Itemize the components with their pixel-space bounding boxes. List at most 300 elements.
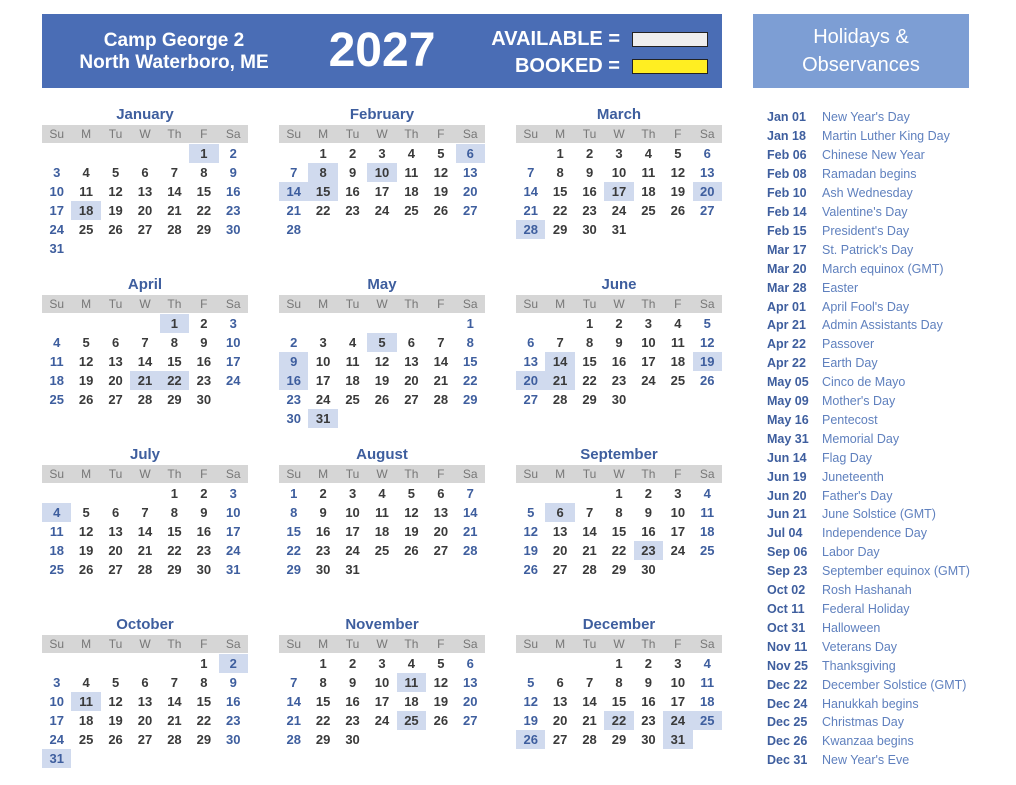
day-cell[interactable]: 12 xyxy=(523,694,538,709)
day-cell[interactable]: 27 xyxy=(137,732,153,747)
day-cell[interactable]: 3 xyxy=(229,486,237,501)
day-cell[interactable]: 7 xyxy=(141,335,149,350)
day-cell[interactable]: 2 xyxy=(290,335,298,350)
day-cell[interactable]: 18 xyxy=(49,543,64,558)
day-cell[interactable]: 8 xyxy=(308,163,337,182)
day-cell[interactable]: 11 xyxy=(700,675,715,690)
day-cell[interactable]: 29 xyxy=(552,222,568,237)
day-cell[interactable]: 1 xyxy=(200,656,208,671)
day-cell[interactable]: 23 xyxy=(286,392,301,407)
day-cell[interactable]: 28 xyxy=(552,392,568,407)
day-cell[interactable]: 17 xyxy=(604,182,633,201)
day-cell[interactable]: 2 xyxy=(229,146,237,161)
day-cell[interactable]: 18 xyxy=(374,524,390,539)
day-cell[interactable]: 16 xyxy=(641,524,656,539)
day-cell[interactable]: 28 xyxy=(167,732,182,747)
day-cell[interactable]: 9 xyxy=(585,165,594,180)
day-cell[interactable]: 27 xyxy=(552,562,568,577)
day-cell[interactable]: 10 xyxy=(226,505,241,520)
day-cell[interactable]: 24 xyxy=(226,543,241,558)
day-cell[interactable]: 12 xyxy=(78,354,94,369)
day-cell[interactable]: 18 xyxy=(641,184,656,199)
day-cell[interactable]: 28 xyxy=(433,392,449,407)
day-cell[interactable]: 26 xyxy=(433,203,449,218)
day-cell[interactable]: 29 xyxy=(315,732,331,747)
day-cell[interactable]: 14 xyxy=(167,694,182,709)
day-cell[interactable]: 22 xyxy=(604,711,633,730)
day-cell[interactable]: 27 xyxy=(463,203,478,218)
day-cell[interactable]: 10 xyxy=(641,335,656,350)
day-cell[interactable]: 6 xyxy=(545,503,574,522)
day-cell[interactable]: 11 xyxy=(670,335,685,350)
day-cell[interactable]: 2 xyxy=(319,486,327,501)
day-cell[interactable]: 4 xyxy=(703,486,711,501)
day-cell[interactable]: 29 xyxy=(582,392,597,407)
day-cell[interactable]: 1 xyxy=(319,146,327,161)
day-cell[interactable]: 4 xyxy=(53,335,61,350)
day-cell[interactable]: 24 xyxy=(663,711,692,730)
day-cell[interactable]: 16 xyxy=(196,524,212,539)
day-cell[interactable]: 16 xyxy=(226,184,241,199)
day-cell[interactable]: 27 xyxy=(108,562,123,577)
day-cell[interactable]: 31 xyxy=(345,562,360,577)
day-cell[interactable]: 7 xyxy=(437,335,445,350)
day-cell[interactable]: 17 xyxy=(49,713,64,728)
day-cell[interactable]: 8 xyxy=(556,165,564,180)
day-cell[interactable]: 5 xyxy=(111,675,120,690)
day-cell[interactable]: 20 xyxy=(433,524,449,539)
day-cell[interactable]: 6 xyxy=(466,656,474,671)
day-cell[interactable]: 15 xyxy=(315,694,331,709)
day-cell[interactable]: 17 xyxy=(226,354,241,369)
day-cell[interactable]: 15 xyxy=(167,524,182,539)
day-cell[interactable]: 21 xyxy=(137,543,153,558)
day-cell[interactable]: 28 xyxy=(137,562,153,577)
day-cell[interactable]: 29 xyxy=(196,222,212,237)
day-cell[interactable]: 21 xyxy=(523,203,538,218)
day-cell[interactable]: 6 xyxy=(437,486,445,501)
day-cell[interactable]: 24 xyxy=(49,222,64,237)
day-cell[interactable]: 3 xyxy=(378,656,386,671)
day-cell[interactable]: 19 xyxy=(670,184,686,199)
day-cell[interactable]: 1 xyxy=(189,144,218,163)
day-cell[interactable]: 11 xyxy=(345,354,360,369)
day-cell[interactable]: 14 xyxy=(523,184,538,199)
day-cell[interactable]: 11 xyxy=(71,692,100,711)
day-cell[interactable]: 28 xyxy=(137,392,153,407)
day-cell[interactable]: 24 xyxy=(315,392,331,407)
day-cell[interactable]: 21 xyxy=(286,203,301,218)
day-cell[interactable]: 15 xyxy=(611,694,627,709)
day-cell[interactable]: 12 xyxy=(670,165,686,180)
day-cell[interactable]: 15 xyxy=(582,354,597,369)
day-cell[interactable]: 25 xyxy=(49,392,64,407)
day-cell[interactable]: 21 xyxy=(582,543,597,558)
day-cell[interactable]: 20 xyxy=(137,203,153,218)
day-cell[interactable]: 16 xyxy=(279,371,308,390)
day-cell[interactable]: 6 xyxy=(527,335,535,350)
day-cell[interactable]: 1 xyxy=(160,314,189,333)
day-cell[interactable]: 15 xyxy=(167,354,182,369)
day-cell[interactable]: 2 xyxy=(644,486,653,501)
day-cell[interactable]: 19 xyxy=(693,352,722,371)
day-cell[interactable]: 16 xyxy=(641,694,656,709)
day-cell[interactable]: 24 xyxy=(374,713,390,728)
day-cell[interactable]: 19 xyxy=(433,184,449,199)
day-cell[interactable]: 10 xyxy=(367,163,396,182)
day-cell[interactable]: 5 xyxy=(703,316,711,331)
day-cell[interactable]: 26 xyxy=(523,562,538,577)
day-cell[interactable]: 19 xyxy=(78,543,94,558)
day-cell[interactable]: 8 xyxy=(170,505,179,520)
day-cell[interactable]: 15 xyxy=(552,184,568,199)
day-cell[interactable]: 14 xyxy=(137,354,153,369)
day-cell[interactable]: 15 xyxy=(196,184,212,199)
day-cell[interactable]: 15 xyxy=(308,182,337,201)
day-cell[interactable]: 14 xyxy=(279,182,308,201)
day-cell[interactable]: 10 xyxy=(49,184,64,199)
day-cell[interactable]: 28 xyxy=(286,222,301,237)
day-cell[interactable]: 3 xyxy=(53,675,61,690)
day-cell[interactable]: 29 xyxy=(611,562,627,577)
day-cell[interactable]: 22 xyxy=(552,203,568,218)
day-cell[interactable]: 25 xyxy=(404,203,419,218)
day-cell[interactable]: 28 xyxy=(286,732,301,747)
day-cell[interactable]: 25 xyxy=(397,711,426,730)
day-cell[interactable]: 28 xyxy=(582,562,597,577)
day-cell[interactable]: 19 xyxy=(404,524,419,539)
day-cell[interactable]: 22 xyxy=(611,543,627,558)
day-cell[interactable]: 3 xyxy=(615,146,623,161)
day-cell[interactable]: 23 xyxy=(345,203,360,218)
day-cell[interactable]: 26 xyxy=(78,392,94,407)
day-cell[interactable]: 17 xyxy=(670,694,686,709)
day-cell[interactable]: 2 xyxy=(348,656,357,671)
day-cell[interactable]: 30 xyxy=(226,732,241,747)
day-cell[interactable]: 21 xyxy=(167,713,182,728)
day-cell[interactable]: 27 xyxy=(700,203,715,218)
day-cell[interactable]: 16 xyxy=(611,354,627,369)
day-cell[interactable]: 14 xyxy=(582,524,597,539)
day-cell[interactable]: 6 xyxy=(456,144,485,163)
day-cell[interactable]: 17 xyxy=(315,373,331,388)
day-cell[interactable]: 20 xyxy=(463,694,478,709)
day-cell[interactable]: 26 xyxy=(108,222,123,237)
day-cell[interactable]: 3 xyxy=(644,316,653,331)
day-cell[interactable]: 28 xyxy=(516,220,545,239)
day-cell[interactable]: 16 xyxy=(196,354,212,369)
day-cell[interactable]: 21 xyxy=(286,713,301,728)
day-cell[interactable]: 10 xyxy=(226,335,241,350)
day-cell[interactable]: 23 xyxy=(582,203,597,218)
day-cell[interactable]: 5 xyxy=(527,675,535,690)
day-cell[interactable]: 19 xyxy=(433,694,449,709)
day-cell[interactable]: 25 xyxy=(345,392,360,407)
day-cell[interactable]: 1 xyxy=(615,486,623,501)
day-cell[interactable]: 6 xyxy=(703,146,711,161)
day-cell[interactable]: 7 xyxy=(290,675,298,690)
day-cell[interactable]: 7 xyxy=(170,675,179,690)
day-cell[interactable]: 12 xyxy=(433,675,449,690)
day-cell[interactable]: 2 xyxy=(200,316,208,331)
day-cell[interactable]: 21 xyxy=(130,371,159,390)
day-cell[interactable]: 18 xyxy=(700,524,715,539)
day-cell[interactable]: 23 xyxy=(226,713,241,728)
day-cell[interactable]: 8 xyxy=(319,675,327,690)
day-cell[interactable]: 18 xyxy=(404,694,419,709)
day-cell[interactable]: 6 xyxy=(556,675,564,690)
day-cell[interactable]: 1 xyxy=(585,316,594,331)
day-cell[interactable]: 5 xyxy=(82,505,90,520)
day-cell[interactable]: 24 xyxy=(345,543,360,558)
day-cell[interactable]: 18 xyxy=(49,373,64,388)
day-cell[interactable]: 16 xyxy=(345,184,360,199)
day-cell[interactable]: 9 xyxy=(229,165,237,180)
day-cell[interactable]: 25 xyxy=(693,711,722,730)
day-cell[interactable]: 29 xyxy=(196,732,212,747)
day-cell[interactable]: 24 xyxy=(611,203,627,218)
day-cell[interactable]: 25 xyxy=(49,562,64,577)
day-cell[interactable]: 12 xyxy=(374,354,390,369)
day-cell[interactable]: 31 xyxy=(42,749,71,768)
day-cell[interactable]: 29 xyxy=(167,562,182,577)
day-cell[interactable]: 3 xyxy=(674,656,682,671)
day-cell[interactable]: 21 xyxy=(582,713,597,728)
day-cell[interactable]: 8 xyxy=(200,675,208,690)
day-cell[interactable]: 16 xyxy=(345,694,360,709)
day-cell[interactable]: 26 xyxy=(374,392,390,407)
day-cell[interactable]: 11 xyxy=(375,505,389,520)
day-cell[interactable]: 10 xyxy=(670,505,686,520)
day-cell[interactable]: 28 xyxy=(167,222,182,237)
day-cell[interactable]: 22 xyxy=(582,373,597,388)
day-cell[interactable]: 13 xyxy=(552,694,568,709)
day-cell[interactable]: 1 xyxy=(466,316,474,331)
day-cell[interactable]: 5 xyxy=(111,165,120,180)
day-cell[interactable]: 18 xyxy=(670,354,686,369)
day-cell[interactable]: 9 xyxy=(348,165,357,180)
day-cell[interactable]: 22 xyxy=(286,543,301,558)
day-cell[interactable]: 1 xyxy=(170,486,179,501)
day-cell[interactable]: 11 xyxy=(404,165,419,180)
day-cell[interactable]: 3 xyxy=(674,486,682,501)
day-cell[interactable]: 18 xyxy=(345,373,360,388)
day-cell[interactable]: 21 xyxy=(167,203,182,218)
day-cell[interactable]: 3 xyxy=(229,316,237,331)
day-cell[interactable]: 27 xyxy=(463,713,478,728)
day-cell[interactable]: 30 xyxy=(345,732,360,747)
day-cell[interactable]: 11 xyxy=(641,165,656,180)
day-cell[interactable]: 3 xyxy=(319,335,327,350)
day-cell[interactable]: 30 xyxy=(641,732,656,747)
day-cell[interactable]: 12 xyxy=(700,335,715,350)
day-cell[interactable]: 12 xyxy=(108,694,123,709)
day-cell[interactable]: 20 xyxy=(108,543,123,558)
day-cell[interactable]: 7 xyxy=(527,165,535,180)
day-cell[interactable]: 13 xyxy=(463,165,478,180)
day-cell[interactable]: 4 xyxy=(644,146,653,161)
day-cell[interactable]: 4 xyxy=(407,146,416,161)
day-cell[interactable]: 24 xyxy=(226,373,241,388)
day-cell[interactable]: 23 xyxy=(226,203,241,218)
day-cell[interactable]: 18 xyxy=(700,694,715,709)
day-cell[interactable]: 8 xyxy=(200,165,208,180)
day-cell[interactable]: 10 xyxy=(670,675,686,690)
day-cell[interactable]: 15 xyxy=(611,524,627,539)
day-cell[interactable]: 25 xyxy=(641,203,656,218)
day-cell[interactable]: 8 xyxy=(615,675,623,690)
day-cell[interactable]: 4 xyxy=(82,165,90,180)
day-cell[interactable]: 5 xyxy=(437,656,445,671)
day-cell[interactable]: 22 xyxy=(167,543,182,558)
day-cell[interactable]: 13 xyxy=(552,524,568,539)
day-cell[interactable]: 17 xyxy=(670,524,686,539)
day-cell[interactable]: 13 xyxy=(108,524,123,539)
day-cell[interactable]: 24 xyxy=(670,543,686,558)
day-cell[interactable]: 25 xyxy=(78,732,94,747)
day-cell[interactable]: 4 xyxy=(674,316,682,331)
day-cell[interactable]: 26 xyxy=(404,543,419,558)
day-cell[interactable]: 9 xyxy=(229,675,237,690)
day-cell[interactable]: 2 xyxy=(644,656,653,671)
day-cell[interactable]: 23 xyxy=(196,373,212,388)
day-cell[interactable]: 5 xyxy=(82,335,90,350)
day-cell[interactable]: 4 xyxy=(407,656,416,671)
day-cell[interactable]: 28 xyxy=(582,732,597,747)
day-cell[interactable]: 9 xyxy=(279,352,308,371)
day-cell[interactable]: 20 xyxy=(693,182,722,201)
day-cell[interactable]: 23 xyxy=(634,541,663,560)
day-cell[interactable]: 13 xyxy=(137,184,153,199)
day-cell[interactable]: 8 xyxy=(466,335,474,350)
day-cell[interactable]: 23 xyxy=(345,713,360,728)
day-cell[interactable]: 1 xyxy=(290,486,298,501)
day-cell[interactable]: 6 xyxy=(111,505,120,520)
day-cell[interactable]: 5 xyxy=(437,146,445,161)
day-cell[interactable]: 19 xyxy=(78,373,94,388)
day-cell[interactable]: 20 xyxy=(404,373,419,388)
day-cell[interactable]: 22 xyxy=(160,371,189,390)
day-cell[interactable]: 8 xyxy=(290,505,298,520)
day-cell[interactable]: 7 xyxy=(290,165,298,180)
day-cell[interactable]: 3 xyxy=(348,486,357,501)
day-cell[interactable]: 16 xyxy=(315,524,331,539)
day-cell[interactable]: 30 xyxy=(286,411,301,426)
day-cell[interactable]: 29 xyxy=(463,392,478,407)
day-cell[interactable]: 6 xyxy=(141,165,149,180)
day-cell[interactable]: 9 xyxy=(644,505,653,520)
day-cell[interactable]: 5 xyxy=(674,146,682,161)
day-cell[interactable]: 7 xyxy=(585,505,594,520)
day-cell[interactable]: 27 xyxy=(404,392,419,407)
day-cell[interactable]: 13 xyxy=(433,505,449,520)
day-cell[interactable]: 6 xyxy=(111,335,120,350)
day-cell[interactable]: 30 xyxy=(611,392,627,407)
day-cell[interactable]: 13 xyxy=(108,354,123,369)
day-cell[interactable]: 12 xyxy=(404,505,419,520)
day-cell[interactable]: 11 xyxy=(79,184,93,199)
day-cell[interactable]: 7 xyxy=(585,675,594,690)
day-cell[interactable]: 15 xyxy=(463,354,478,369)
day-cell[interactable]: 25 xyxy=(700,543,715,558)
day-cell[interactable]: 28 xyxy=(463,543,478,558)
day-cell[interactable]: 2 xyxy=(219,654,248,673)
day-cell[interactable]: 20 xyxy=(108,373,123,388)
day-cell[interactable]: 22 xyxy=(315,713,331,728)
day-cell[interactable]: 12 xyxy=(108,184,123,199)
day-cell[interactable]: 27 xyxy=(137,222,153,237)
day-cell[interactable]: 3 xyxy=(53,165,61,180)
day-cell[interactable]: 30 xyxy=(641,562,656,577)
day-cell[interactable]: 17 xyxy=(641,354,656,369)
day-cell[interactable]: 29 xyxy=(167,392,182,407)
day-cell[interactable]: 25 xyxy=(374,543,390,558)
day-cell[interactable]: 11 xyxy=(49,354,64,369)
day-cell[interactable]: 4 xyxy=(378,486,386,501)
day-cell[interactable]: 30 xyxy=(196,392,212,407)
day-cell[interactable]: 4 xyxy=(42,503,71,522)
day-cell[interactable]: 23 xyxy=(315,543,331,558)
day-cell[interactable]: 12 xyxy=(523,524,538,539)
day-cell[interactable]: 26 xyxy=(700,373,715,388)
day-cell[interactable]: 2 xyxy=(615,316,623,331)
day-cell[interactable]: 11 xyxy=(700,505,715,520)
day-cell[interactable]: 22 xyxy=(315,203,331,218)
day-cell[interactable]: 30 xyxy=(315,562,331,577)
day-cell[interactable]: 4 xyxy=(348,335,357,350)
day-cell[interactable]: 20 xyxy=(552,543,568,558)
day-cell[interactable]: 5 xyxy=(407,486,416,501)
day-cell[interactable]: 27 xyxy=(523,392,538,407)
day-cell[interactable]: 17 xyxy=(374,694,390,709)
day-cell[interactable]: 22 xyxy=(463,373,478,388)
day-cell[interactable]: 31 xyxy=(226,562,241,577)
day-cell[interactable]: 12 xyxy=(433,165,449,180)
day-cell[interactable]: 25 xyxy=(78,222,94,237)
day-cell[interactable]: 7 xyxy=(466,486,474,501)
day-cell[interactable]: 17 xyxy=(49,203,64,218)
day-cell[interactable]: 10 xyxy=(345,505,360,520)
day-cell[interactable]: 18 xyxy=(78,713,94,728)
day-cell[interactable]: 31 xyxy=(49,241,64,256)
day-cell[interactable]: 15 xyxy=(286,524,301,539)
day-cell[interactable]: 23 xyxy=(641,713,656,728)
day-cell[interactable]: 29 xyxy=(611,732,627,747)
day-cell[interactable]: 14 xyxy=(433,354,449,369)
day-cell[interactable]: 14 xyxy=(545,352,574,371)
day-cell[interactable]: 12 xyxy=(78,524,94,539)
day-cell[interactable]: 17 xyxy=(226,524,241,539)
day-cell[interactable]: 9 xyxy=(319,505,327,520)
day-cell[interactable]: 8 xyxy=(170,335,179,350)
day-cell[interactable]: 23 xyxy=(196,543,212,558)
day-cell[interactable]: 7 xyxy=(556,335,564,350)
day-cell[interactable]: 3 xyxy=(378,146,386,161)
day-cell[interactable]: 4 xyxy=(82,675,90,690)
day-cell[interactable]: 14 xyxy=(463,505,478,520)
day-cell[interactable]: 24 xyxy=(374,203,390,218)
day-cell[interactable]: 8 xyxy=(615,505,623,520)
day-cell[interactable]: 31 xyxy=(308,409,337,428)
day-cell[interactable]: 5 xyxy=(527,505,535,520)
day-cell[interactable]: 4 xyxy=(703,656,711,671)
day-cell[interactable]: 30 xyxy=(196,562,212,577)
day-cell[interactable]: 30 xyxy=(582,222,597,237)
day-cell[interactable]: 20 xyxy=(552,713,568,728)
day-cell[interactable]: 13 xyxy=(137,694,153,709)
day-cell[interactable]: 16 xyxy=(582,184,597,199)
day-cell[interactable]: 1 xyxy=(319,656,327,671)
